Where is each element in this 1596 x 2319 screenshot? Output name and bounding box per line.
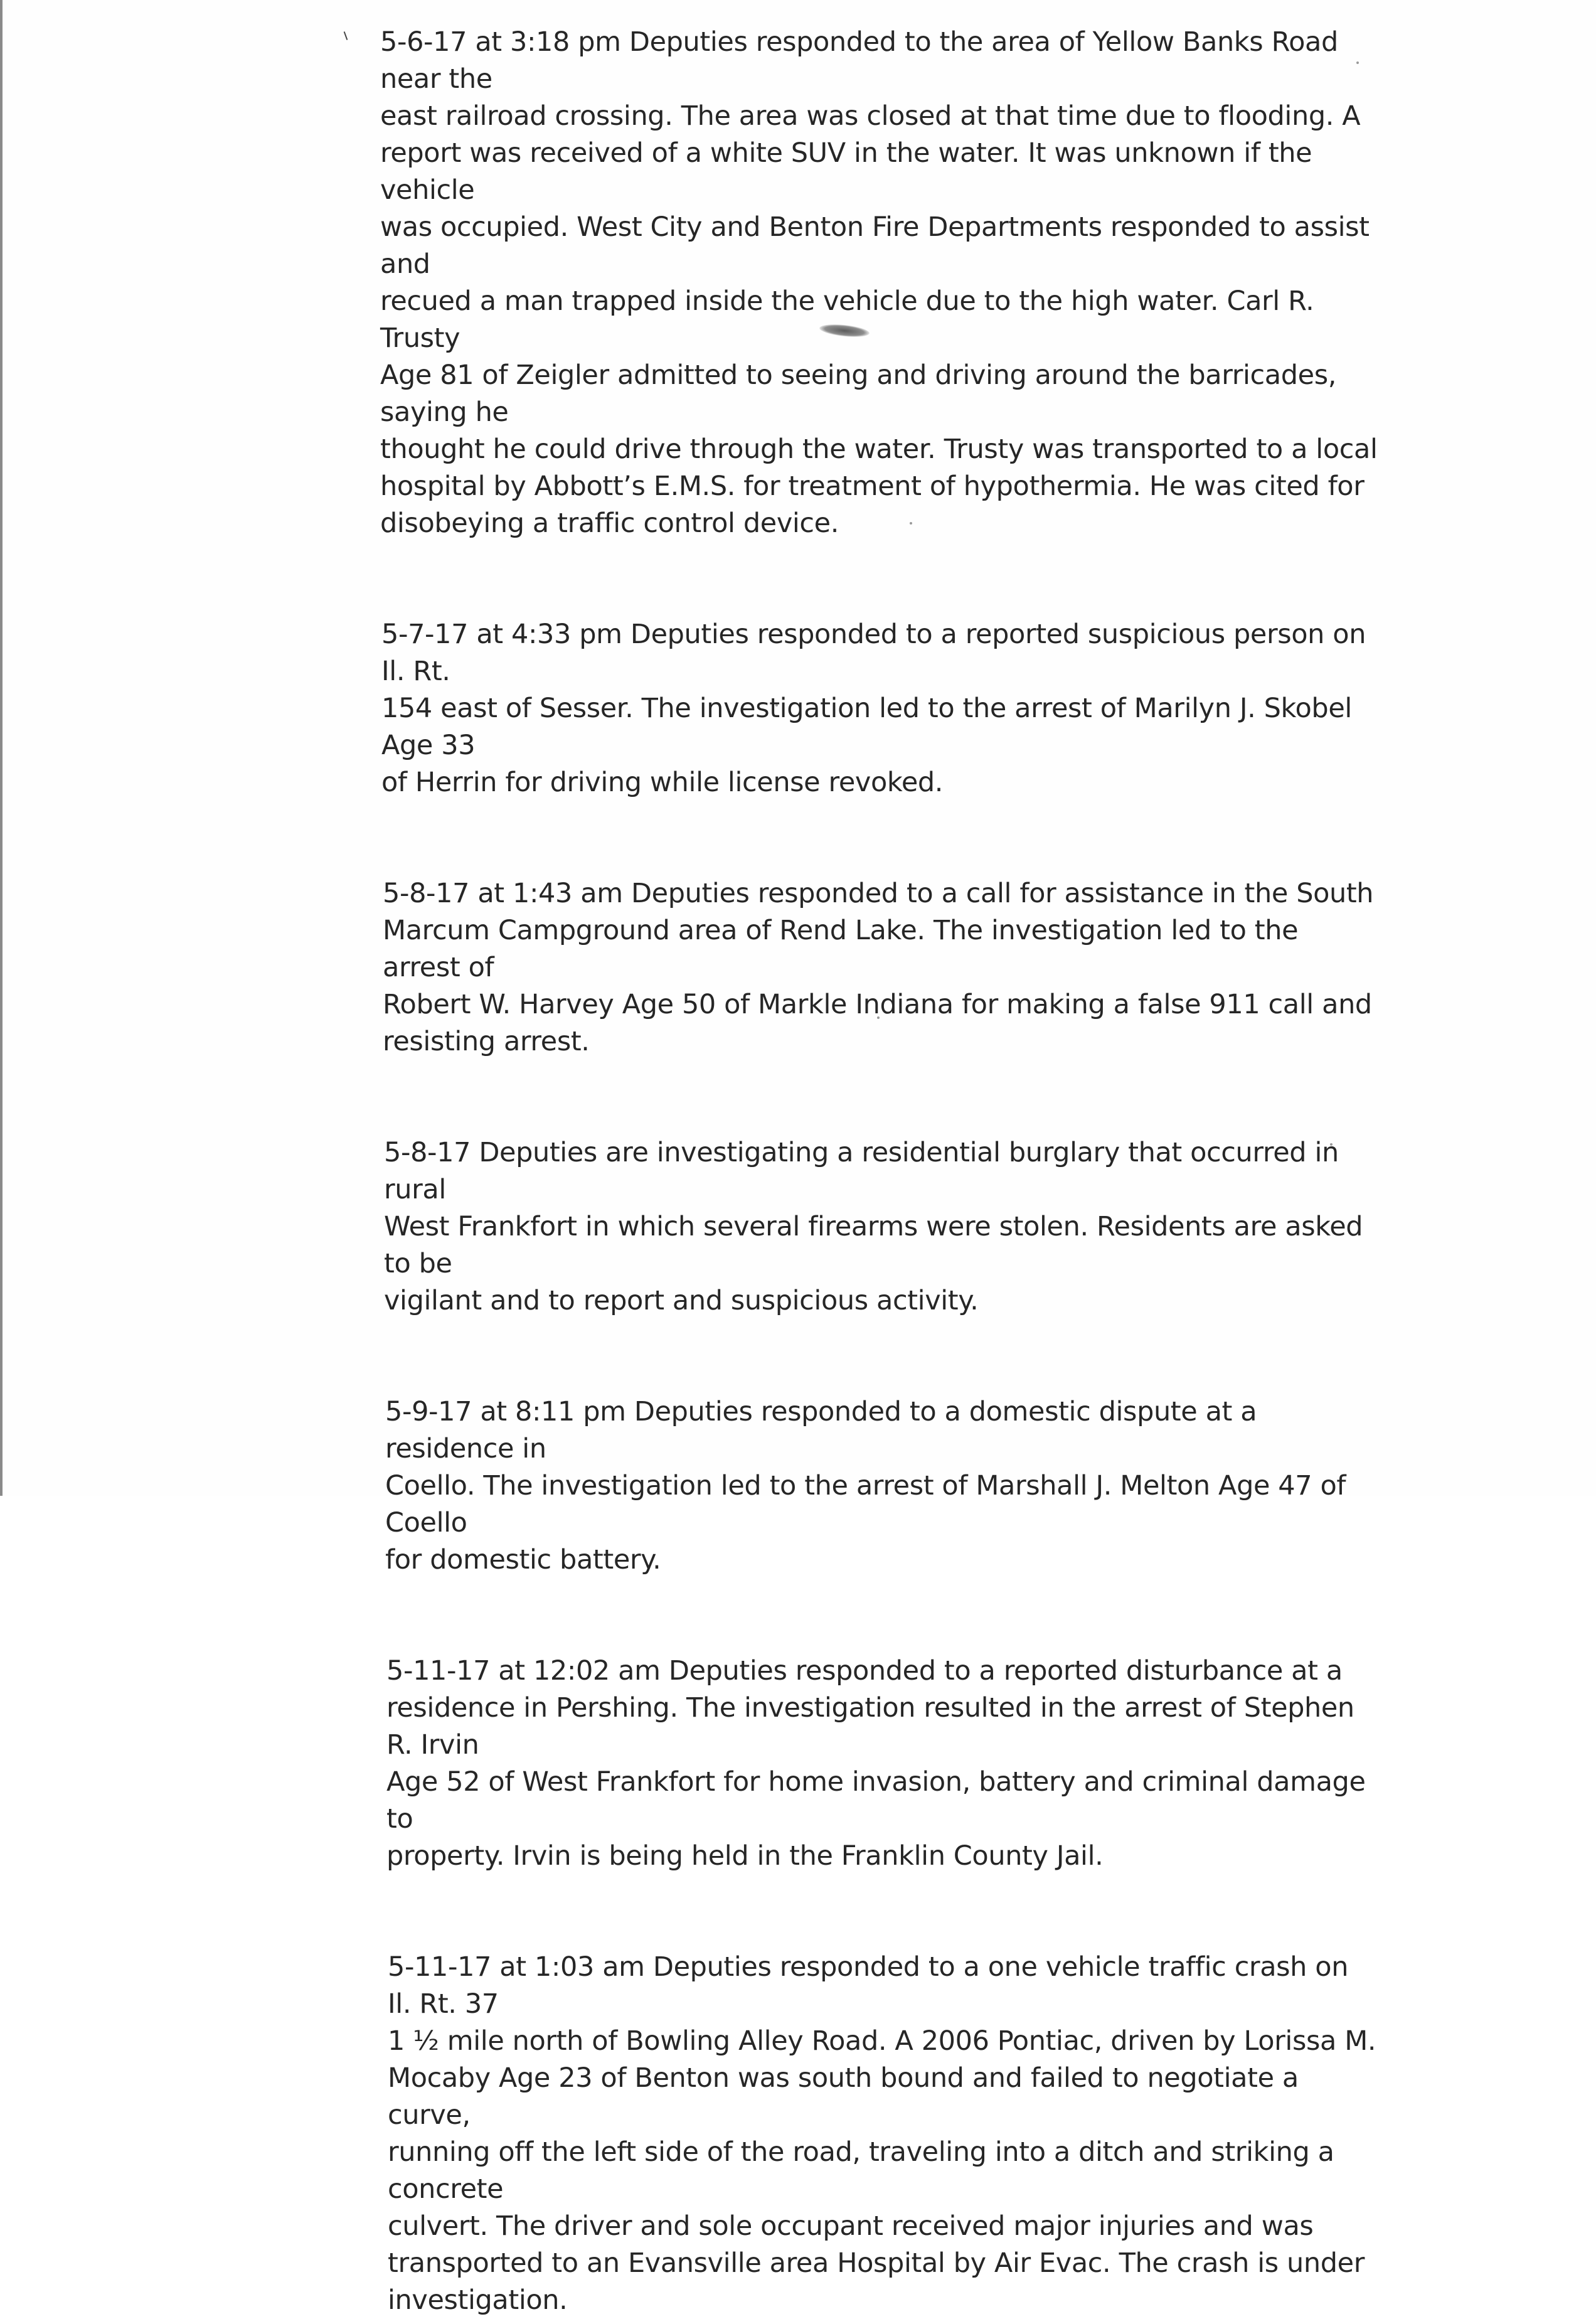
incident-log [380,24,1378,2319]
incident-entry: 5-9-17 at 8:11 pm Deputies responded to a domestic dispute at a residence in Coello. The investigation led to the arrest of Marshall J. Melton Age 47 of Coello for domestic battery. [385,1396,1346,1575]
pen-mark [344,31,348,40]
incident-entry: 5-8-17 Deputies are investigating a residential burglary that occurred in rural West Frankfort in which several firearms were stolen. Residents are asked to be vigilant and to report and suspicious activity. [384,1137,1363,1316]
incident-entry: 5-7-17 at 4:33 pm Deputies responded to a reported suspicious person on Il. Rt. 154 east of Sesser. The investigation led to the arrest of Marilyn J. Skobel Age 33 of Herrin for driving while license revoked. [381,619,1366,798]
incident-entry: 5-11-17 at 12:02 am Deputies responded to a reported disturbance at a residence in Pershing. The investigation resulted in the arrest of Stephen R. Irvin Age 52 of West Frankfort for home invasion, battery and criminal damage to property. Irvin is being held in the Franklin County Jail. [386,1655,1366,1872]
incident-entry: 5-6-17 at 3:18 pm Deputies responded to the area of Yellow Banks Road near the east railroad crossing. The area was closed at that time due to flooding. A report was received of a white SUV in the water. It was unknown if the vehicle was occupied. West City and Benton Fire Departments responded to assist and recued a man trapped inside the vehicle due to the high water. Carl R. Trusty Age 81 of Zeigler admitted to seeing and driving around the barricades, saying he thought he could drive through the water. Trusty was transported to a local hospital by Abbott’s E.M.S. for treatment of hypothermia. He was cited for disobeying a traffic control device. [380,26,1378,539]
incident-entry: 5-11-17 at 1:03 am Deputies responded to a one vehicle traffic crash on Il. Rt. 37 1 ½ mile north of Bowling Alley Road. A 2006 Pontiac, driven by Lorissa M. Mocaby Age 23 of Benton was south bound and failed to negotiate a curve, running off the left side of the road, traveling into a ditch and striking a concrete culvert. The driver and sole occupant received major injuries and was transported to an Evansville area Hospital by Air Evac. The crash is under investigation. [388,1951,1376,2316]
scan-edge [0,0,3,1496]
incident-entry: 5-8-17 at 1:43 am Deputies responded to a call for assistance in the South Marcum Campground area of Rend Lake. The investigation led to the arrest of Robert W. Harvey Age 50 of Markle Indiana for making a false 911 call and resisting arrest. [383,878,1374,1057]
